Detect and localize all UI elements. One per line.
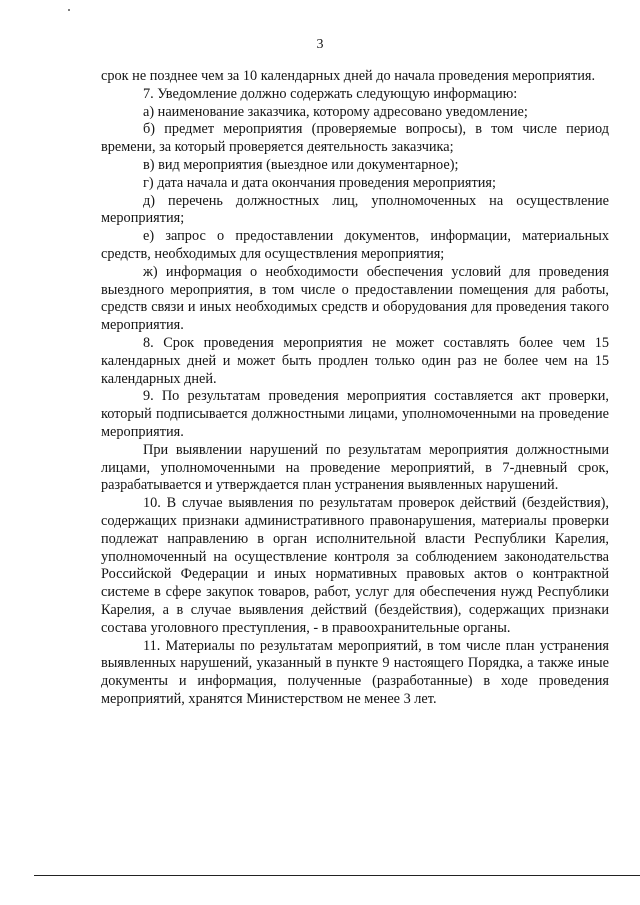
paragraph-item-11: 11. Материалы по результатам мероприятий, в том числе план устранения выявленных нарушений, указанный в пункте 9 настоящего Порядка, а также иные документы и информация, полученные (разработанные) в ходе проведения мероприятий, хранятся Министерством не менее 3 лет. (101, 637, 609, 707)
paragraph-item-10: 10. В случае выявления по результатам проверок действий (бездействия), содержащих признаки административного правонарушения, материалы проверки подлежат направлению в орган исполнительной власти Республики Карелия, уполномоченный на осуществление контроля за соблюдением законодательства Российской Федерации и иных нормативных правовых актов о контрактной системе в сфере закупок товаров, работ, услуг для обеспечения нужд Республики Карелия, а в случае выявления действий (бездействия), содержащих признаки состава уголовного преступления, - в правоохранительные органы. (101, 495, 609, 636)
list-item-b: б) предмет мероприятия (проверяемые вопросы), в том числе период времени, за который проверяется деятельность заказчика; (101, 121, 609, 156)
document-body (101, 68, 609, 709)
paragraph-item-9-remediation: При выявлении нарушений по результатам мероприятия должностными лицами, уполномоченными на проведение мероприятий, в 7-дневный срок, разрабатывается и утверждается план устранения выявленных нарушений. (101, 441, 609, 494)
paragraph-item-7: 7. Уведомление должно содержать следующую информацию: (143, 85, 518, 102)
list-item-v: в) вид мероприятия (выездное или документарное); (143, 156, 459, 173)
paragraph-item-8: 8. Срок проведения мероприятия не может составлять более чем 15 календарных дней и может быть продлен только один раз не более чем на 15 календарных дней. (101, 334, 609, 387)
list-item-a: а) наименование заказчика, которому адресовано уведомление; (143, 103, 528, 120)
paragraph-continuation: срок не позднее чем за 10 календарных дней до начала проведения мероприятия. (101, 68, 596, 84)
list-item-zh: ж) информация о необходимости обеспечения условий для проведения выездного мероприятия, в том числе о предоставлении помещения для работы, средств связи и иных необходимых средств и оборудования для проведения такого мероприятия. (101, 263, 609, 334)
paragraph-item-9: 9. По результатам проведения мероприятия составляется акт проверки, который подписывается должностными лицами, уполномоченными на проведение мероприятия. (101, 388, 609, 440)
scan-speck (68, 9, 70, 11)
list-item-e: е) запрос о предоставлении документов, информации, материальных средств, необходимых для осуществления мероприятия; (101, 228, 609, 262)
list-item-g: г) дата начала и дата окончания проведения мероприятия; (143, 174, 496, 191)
page-number: 3 (316, 37, 324, 52)
bottom-rule (34, 875, 640, 876)
list-item-d: д) перечень должностных лиц, уполномоченных на осуществление мероприятия; (101, 192, 609, 227)
